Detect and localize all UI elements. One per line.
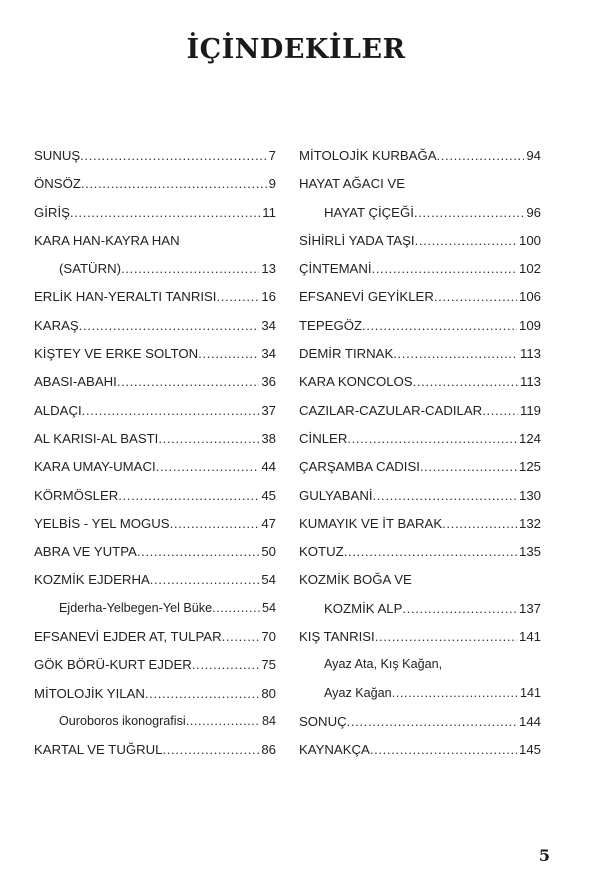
dot-leader [80,148,266,163]
toc-entry-page: 16 [261,289,276,305]
toc-entry [299,374,541,402]
dot-leader [347,431,517,446]
toc-entry-page: 86 [261,742,276,758]
dot-leader [434,289,517,304]
toc-entry [34,205,276,233]
dot-leader [150,572,260,587]
toc-entry [299,714,541,742]
toc-entry-title: ERLİK HAN-YERALTI TANRISI [34,289,217,305]
toc-entry-page: 100 [518,232,541,248]
dot-leader [145,686,259,701]
dot-leader [482,403,518,418]
toc-entry-page: 50 [261,544,276,560]
dot-leader [81,176,267,191]
toc-entry-page: 37 [261,402,276,418]
dot-leader [137,544,259,559]
toc-entry-page: 44 [261,459,276,475]
toc-entry-page: 113 [519,374,541,390]
toc-entry [299,629,541,657]
dot-leader [163,742,260,757]
dot-leader [192,657,260,672]
toc-entry-page: 141 [519,685,541,700]
toc-entry-title: ABRA VE YUTPA [34,544,137,560]
dot-leader [393,346,518,361]
toc-entry-title: KIŞ TANRISI [299,629,375,645]
toc-entry-page: 94 [526,148,541,163]
toc-entry-page: 106 [518,289,541,305]
toc-entry [299,346,541,374]
toc-entry-title: KAYNAKÇA [299,742,370,758]
toc-entry [299,459,541,487]
dot-leader [216,289,259,304]
dot-leader [373,488,517,503]
toc-entry [34,233,276,261]
dot-leader [186,714,260,728]
toc-entry-page: 34 [261,317,276,333]
toc-entry [34,657,276,685]
toc-entry [299,516,541,544]
toc-entry [299,601,541,629]
toc-entry [34,742,276,770]
toc-entry-page: 145 [518,742,541,758]
toc-entry-title: EFSANEVİ EJDER AT, TULPAR [34,629,222,645]
dot-leader [392,686,518,700]
dot-leader [82,403,260,418]
toc-entry-title: KARA KONCOLOS [299,374,413,390]
toc-entry [299,318,541,346]
toc-entry-title: KARTAL VE TUĞRUL [34,742,163,758]
toc-entry [299,233,541,261]
toc-entry [34,346,276,374]
toc-entry-title: AL KARISI-AL BASTI [34,430,159,446]
toc-entry-page: 137 [518,600,541,616]
toc-entry-page: 36 [261,374,276,390]
toc-entry-title: KARA HAN-KAYRA HAN [34,232,180,248]
toc-entry-page: 135 [518,544,541,560]
toc-entry-title: (SATÜRN) [59,261,122,277]
page-number: 5 [538,846,550,865]
toc-entry-title: Ejderha-Yelbegen-Yel Büke [59,600,213,615]
toc-entry [34,572,276,600]
toc-entry-page: 84 [261,713,276,728]
toc-entry-title: DEMİR TIRNAK [299,346,394,362]
toc-entry [299,176,541,204]
toc-entry [34,488,276,516]
toc-entry-title: ALDAÇI [34,402,82,418]
toc-entry-page: 144 [518,713,541,729]
dot-leader [413,374,518,389]
dot-leader [437,148,525,163]
toc-entry-page: 113 [519,346,541,362]
toc-entry [299,657,541,685]
toc-entry-title: KARAŞ [34,317,79,333]
dot-leader [344,544,517,559]
toc-entry-title: EFSANEVİ GEYİKLER [299,289,434,305]
toc-entry-title: CAZILAR-CAZULAR-CADILAR [299,402,483,418]
toc-entry [299,488,541,516]
toc-entry [299,261,541,289]
toc-entry-title: ÖNSÖZ [34,176,81,192]
toc-entry-page: 34 [261,346,276,362]
toc-entry [34,516,276,544]
toc-entry [34,714,276,742]
toc-entry-title: HAYAT ÇİÇEĞİ [324,204,414,220]
dot-leader [375,629,517,644]
toc-entry [34,629,276,657]
dot-leader [212,601,260,615]
toc-entry-title: Ouroboros ikonografisi [59,713,186,728]
dot-leader [362,318,517,333]
toc-entry [299,686,541,714]
page-title: İÇİNDEKİLER [186,34,406,65]
toc-entry-page: 11 [262,204,276,220]
toc-entry-title: GİRİŞ [34,204,70,220]
toc-entry [299,148,541,176]
dot-leader [156,459,260,474]
toc-column-left [34,148,276,771]
toc-entry [34,289,276,317]
toc-entry-page: 47 [261,515,276,531]
dot-leader [370,742,517,757]
toc-entry-page: 124 [518,430,541,446]
dot-leader [121,261,259,276]
toc-entry [34,459,276,487]
toc-entry-title: GULYABANİ [299,487,373,503]
toc-entry-title: GÖK BÖRÜ-KURT EJDER [34,657,192,673]
dot-leader [118,488,259,503]
toc-entry-page: 96 [526,204,541,220]
toc-entry-page: 54 [261,600,276,615]
dot-leader [442,516,517,531]
toc-entry [34,176,276,204]
toc-entry-page: 80 [261,685,276,701]
toc-entry-title: ÇİNTEMANİ [299,261,372,277]
toc-entry-title: MİTOLOJİK KURBAĞA [299,148,437,163]
toc-entry-page: 54 [261,572,276,588]
toc-entry-title: HAYAT AĞACI VE [299,176,406,192]
toc-entry-title: KOTUZ [299,544,344,560]
dot-leader [70,205,260,220]
toc-entry [299,572,541,600]
toc-entry [299,742,541,770]
toc-entry [299,431,541,459]
toc-column-right [299,148,541,771]
toc-entry [34,403,276,431]
toc-entry-page: 9 [268,176,276,192]
toc-entry [299,289,541,317]
dot-leader [420,459,517,474]
dot-leader [414,205,524,220]
toc-entry [34,318,276,346]
dot-leader [79,318,260,333]
toc-entry-title: KÖRMÖSLER [34,487,119,503]
toc-entry [34,544,276,572]
toc-entry [299,205,541,233]
toc-entry [299,544,541,572]
toc-entry-title: SUNUŞ [34,148,81,163]
dot-leader [222,629,260,644]
toc-entry [299,403,541,431]
toc-entry-page: 119 [519,402,541,418]
toc-entry-title: Ayaz Kağan [324,685,392,700]
dot-leader [347,714,517,729]
dot-leader [198,346,259,361]
toc-entry-title: ABASI-ABAHI [34,374,117,390]
toc-entry [34,601,276,629]
toc-entry [34,374,276,402]
toc-entry-page: 102 [518,261,541,277]
toc-entry-title: Ayaz Ata, Kış Kağan, [324,657,443,672]
toc-entry-page: 109 [518,317,541,333]
toc-entry-title: KUMAYIK VE İT BARAK [299,515,443,531]
toc-entry-title: KİŞTEY VE ERKE SOLTON [34,346,199,362]
toc-entry-title: ÇARŞAMBA CADISI [299,459,420,475]
toc-entry-page: 70 [261,629,276,645]
toc-entry-title: SİHİRLİ YADA TAŞI [299,232,415,248]
dot-leader [170,516,260,531]
dot-leader [372,261,517,276]
toc-entry-page: 130 [518,487,541,503]
toc-entry [34,431,276,459]
dot-leader [117,374,260,389]
toc-entry-page: 7 [268,148,276,163]
toc-entry-page: 38 [261,430,276,446]
toc-entry-page: 45 [261,487,276,503]
toc-entry-page: 13 [261,261,276,277]
toc-entry-title: KOZMİK ALP [324,600,403,616]
toc-entry-title: YELBİS - YEL MOGUS [34,515,170,531]
toc-entry-page: 125 [518,459,541,475]
toc-entry-title: SONUÇ [299,713,347,729]
toc-entry [34,148,276,176]
toc-entry [34,686,276,714]
toc-entry-page: 75 [261,657,276,673]
toc-entry-page: 141 [518,629,541,645]
toc-entry-page: 132 [518,515,541,531]
dot-leader [402,601,517,616]
toc-entry-title: KOZMİK EJDERHA [34,572,150,588]
toc-entry-title: KOZMİK BOĞA VE [299,572,412,588]
toc-entry-title: MİTOLOJİK YILAN [34,685,145,701]
toc-entry [34,261,276,289]
toc-entry-title: KARA UMAY-UMACI [34,459,156,475]
dot-leader [158,431,259,446]
toc-entry-title: CİNLER [299,430,348,446]
dot-leader [415,233,517,248]
toc-entry-title: TEPEGÖZ [299,317,363,333]
